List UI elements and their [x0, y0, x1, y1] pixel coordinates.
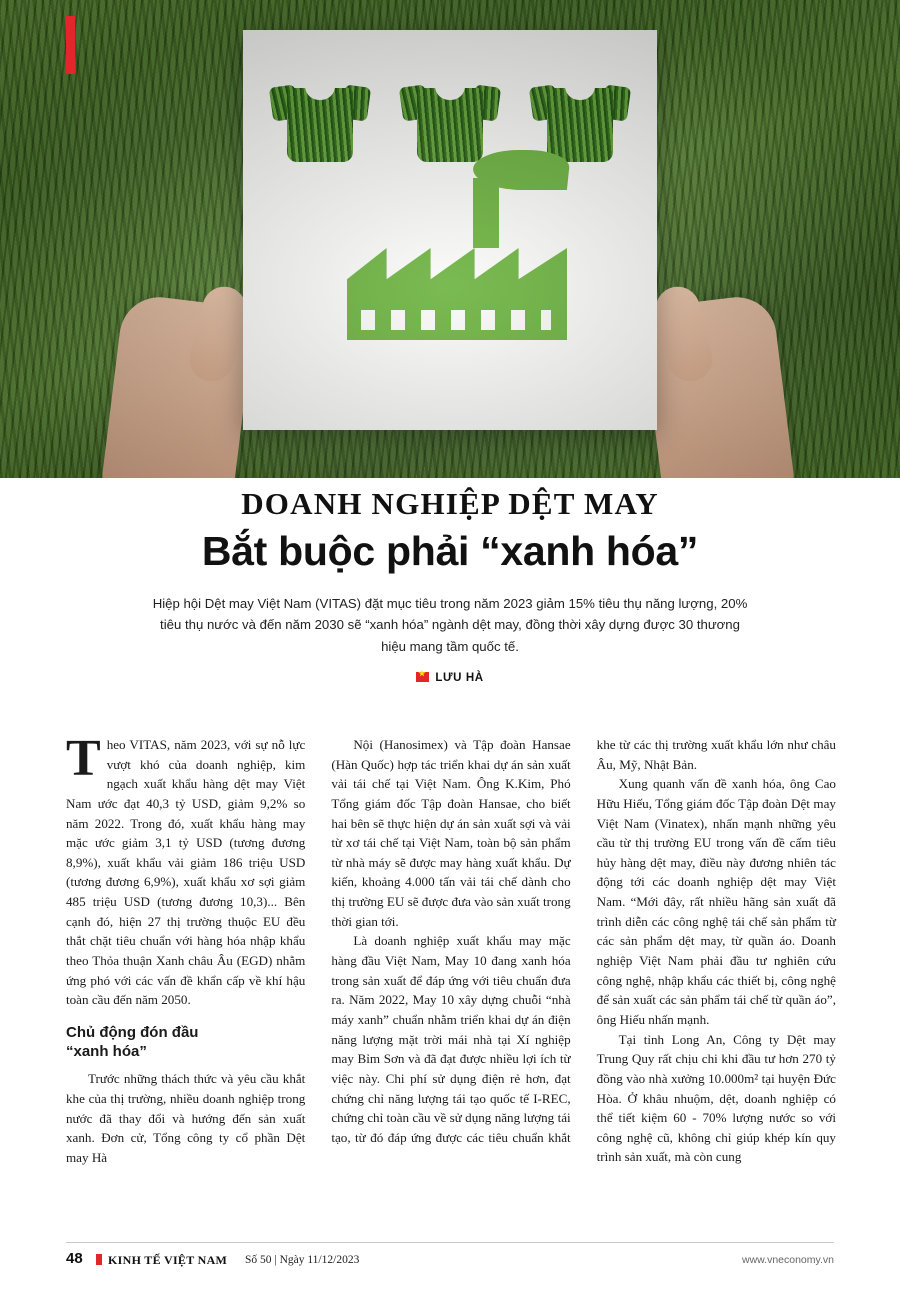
paragraph: Nội (Hanosimex) và Tập đoàn Hansae (Hàn Quốc) hợp tác triển khai dự án sản xuất vải tái chế tại Việt Nam. Ông K.Kim, Phó Tổng giám đốc Tập đoàn Hansae, cho biết hai bên sẽ thực hiện dự án sản xuất sợi và vải từ xơ tái chế tại Việt Nam, toàn bộ sản phẩm từ nhà máy sẽ được may hàng xuất khẩu. Dự kiến, khoảng 4.000 tấn vải tái chế dành cho thị trường EU sẽ được đưa vào sản xuất trong thời gian tới.	[331, 737, 571, 929]
paragraph: Là doanh nghiệp xuất khẩu may mặc hàng đầu Việt Nam, May 10 đang xanh hóa trong sản xuất để đáp ứng với tiêu chuẩn đưa ra. Năm 2022, May 10 xây dựng chuỗi “nhà máy xanh” chuẩn nhằm triển khai dự án điện năng lượng mặt trời mái nhà tại Xí nghiệp may Bỉm Sơn và đã đạt được nhiều lợi ích từ việc này. Chi phí sử dụng điện rẻ hơn, đạt chứng chỉ năng lượng tái tạo quốc tế I-REC, chứng chỉ toàn cầu về sử dụng năng lượng tái tạo, từ đó đáp ứng được các tiêu chuẩn khắt khe từ các thị trường xuất khẩu lớn như châu Âu, Mỹ, Nhật Bản.	[331, 737, 836, 1145]
article-standfirst: Hiệp hội Dệt may Việt Nam (VITAS) đặt mục tiêu trong năm 2023 giảm 15% tiêu thụ năng lượng, 20% tiêu thụ nước và đến năm 2030 sẽ “xanh hóa” ngành dệt may, đồng thời xây dựng được 30 thương hiệu mang tầm quốc tế.	[152, 596, 748, 654]
vietnam-flag-icon	[416, 672, 429, 682]
paragraph	[66, 730, 306, 1010]
paragraph: Trước những thách thức và yêu cầu khắt khe của thị trường, nhiều doanh nghiệp trong nước đã thay đổi và hướng đến sản xuất xanh. Đơn cử, Tổng công ty cổ phần Dệt may Hà	[66, 1071, 306, 1166]
red-square-icon	[96, 1254, 102, 1265]
factory-icon	[347, 180, 567, 340]
footer-divider	[66, 1242, 834, 1243]
tshirt-icon	[271, 76, 369, 162]
paper-card	[243, 30, 657, 430]
issue-info: Số 50 | Ngày 11/12/2023	[245, 1254, 360, 1266]
masthead-title: KINH TẾ VIỆT NAM	[108, 1253, 228, 1267]
byline-author: LƯU HÀ	[435, 672, 484, 685]
tshirt-icon	[401, 76, 499, 162]
paragraph-text: heo VITAS, năm 2023, với sự nỗ lực vượt khó của doanh nghiệp, kim ngạch xuất khẩu hàng dệt may Việt Nam ước đạt 40,3 tỷ USD, giảm 9,2% so năm 2022. Trong đó, xuất khẩu hàng may mặc ước giảm 3,1 tỷ USD (tương đương 8,9%), xuất khẩu vải giảm 186 triệu USD (tương đương 6,9%), xuất khẩu xơ sợi giảm 485 triệu USD (tương đương 10,3)... Bên cạnh đó, hiện 27 thị trường thuộc EU đều thắt chặt tiêu chuẩn với hàng hóa nhập khẩu theo Thỏa thuận Xanh châu Âu (EGD) nhằm ứng phó với các vấn đề khẩn cấp về khí hậu toàn cầu đến năm 2050.	[66, 737, 306, 1008]
red-accent-bar	[66, 16, 75, 74]
tshirt-icon	[531, 76, 629, 162]
section-subheading	[66, 1024, 305, 1062]
hero-image	[0, 0, 900, 478]
paragraph: Xung quanh vấn đề xanh hóa, ông Cao Hữu Hiếu, Tổng giám đốc Tập đoàn Dệt may Việt Nam (Vinatex), nhấn mạnh những yêu cầu từ thị trường EU trong vấn đề cấm tiêu hủy hàng dệt may, điều này đương nhiên tác động tới các doanh nghiệp dệt may Việt Nam. “Mới đây, rất nhiều hãng sản xuất đã trình diễn các công nghệ tái chế sản phẩm từ các sản phẩm dệt may, từ quần áo. Doanh nghiệp Việt Nam phải đầu tư nghiên cứu công nghệ, nhập khẩu các thiết bị, công nghệ để sản xuất các sản phẩm tái chế từ quần áo”, ông Hiếu nhấn mạnh.	[596, 776, 836, 1027]
headline-block	[0, 486, 900, 684]
paragraph: Tại tỉnh Long An, Công ty Dệt may Trung Quy rất chịu chi khi đầu tư hơn 270 tỷ đồng vào nhà xưởng 10.000m² tại huyện Đức Hòa. Ở khâu nhuộm, dệt, doanh nghiệp có thể tiết kiệm 60 - 70% lượng nước so với công nghệ cũ, không chỉ giúp khép kín quy trình sản xuất, mà còn cung	[596, 1031, 836, 1165]
subheading-line-2: “xanh hóa”	[66, 1042, 147, 1060]
subheading-line-1: Chủ động đón đầu	[66, 1023, 199, 1041]
article-kicker: DOANH NGHIỆP DỆT MAY	[241, 486, 659, 521]
page-number: 48	[66, 1250, 83, 1267]
article-body	[66, 730, 836, 1213]
page-footer	[0, 1250, 900, 1274]
website-url[interactable]: www.vneconomy.vn	[741, 1254, 834, 1266]
byline	[0, 671, 900, 684]
page-title: Bắt buộc phải “xanh hóa”	[201, 528, 699, 574]
drop-cap: T	[66, 730, 101, 787]
